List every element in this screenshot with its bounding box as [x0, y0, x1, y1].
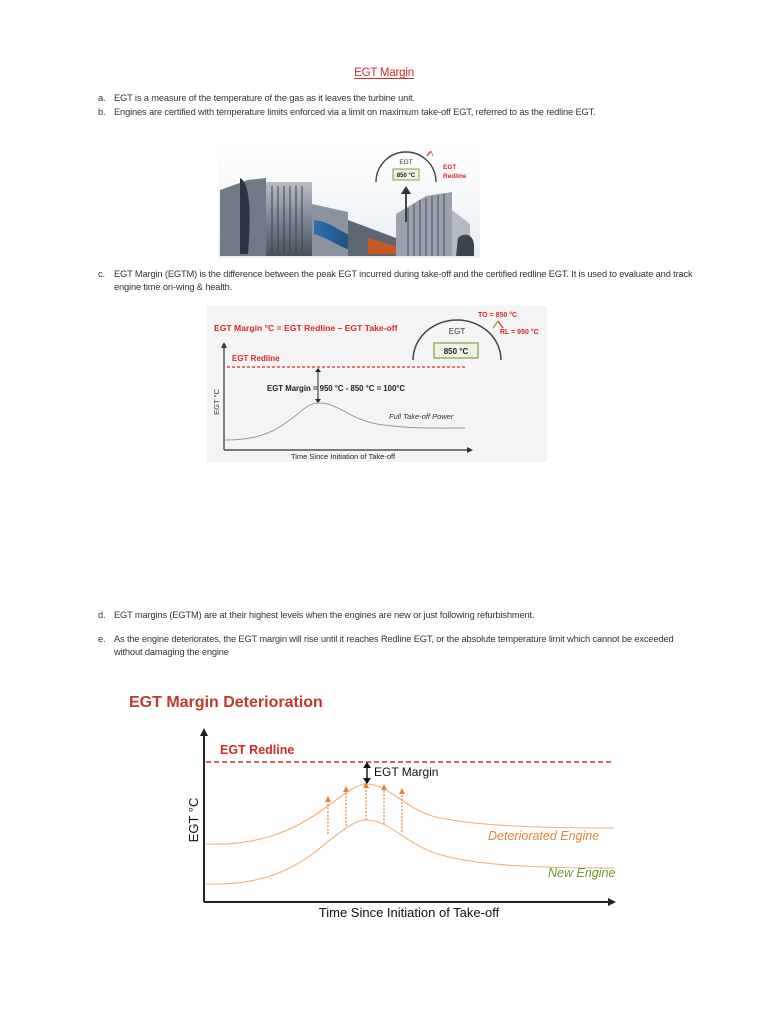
curve-label: Full Take-off Power	[389, 412, 454, 421]
new-engine-label: New Engine	[548, 866, 616, 880]
item-label: b.	[98, 107, 106, 117]
y-axis-arrow	[200, 728, 208, 736]
egt-margin-deterioration-diagram	[120, 680, 630, 920]
redline-label: EGT Redline	[220, 743, 295, 757]
gauge-value: 850 °C	[396, 173, 416, 179]
y-axis-label: EGT °C	[212, 389, 221, 415]
redline-label-line2: Redline	[443, 173, 467, 180]
item-text: As the engine deteriorates, the EGT margin will rise until it reaches Redline EGT, or the absolute temperature limit which cannot be exceeded without damaging the engine	[114, 634, 674, 657]
deteriorated-engine-label: Deteriorated Engine	[488, 829, 600, 843]
list-item-d	[98, 609, 698, 622]
gauge-label: EGT	[448, 327, 466, 336]
redline-label-line1: EGT	[443, 164, 457, 171]
gauge-value: 850 °C	[443, 347, 469, 356]
margin-arrow-bottom	[363, 778, 371, 784]
egt-margin-diagram	[207, 306, 547, 462]
item-label: c.	[98, 269, 105, 279]
item-label: d.	[98, 610, 106, 620]
item-text: EGT is a measure of the temperature of the gas as it leaves the turbine unit.	[114, 93, 415, 103]
item-text: EGT margins (EGTM) are at their highest levels when the engines are new or just following refurbishment.	[114, 610, 535, 620]
x-axis-label: Time Since Initiation of Take-off	[318, 905, 500, 920]
item-text: Engines are certified with temperature limits enforced via a limit on maximum take-off EGT, referred to as the redline EGT.	[114, 107, 596, 117]
margin-label: EGT Margin	[374, 765, 439, 779]
list-item-b	[98, 106, 698, 119]
list-item-e	[98, 633, 698, 659]
to-label: TO = 850 °C	[478, 312, 518, 319]
engine-cutaway-figure	[218, 142, 480, 258]
item-text: EGT Margin (EGTM) is the difference between the peak EGT incurred during take-off and the certified redline EGT. It is used to evaluate and track engine time on-wing & health.	[114, 269, 693, 292]
gauge-label: EGT	[399, 159, 413, 166]
item-label: e.	[98, 634, 106, 644]
margin-label: EGT Margin = 950 °C - 850 °C = 100°C	[267, 384, 406, 393]
list-item-c	[98, 268, 698, 294]
item-label: a.	[98, 93, 106, 103]
x-axis-label: Time Since Initiation of Take-off	[290, 452, 396, 461]
y-axis-label: EGT °C	[186, 797, 201, 843]
redline-label: EGT Redline	[232, 354, 280, 363]
diagram-title: EGT Margin Deterioration	[129, 694, 323, 711]
x-axis-arrow	[608, 898, 616, 906]
margin-arrow-top	[363, 762, 371, 768]
formula-text: EGT Margin °C = EGT Redline – EGT Take-off	[214, 323, 398, 333]
list-item-a	[98, 92, 698, 105]
document-title-text: EGT Margin	[354, 67, 414, 79]
rl-label: RL = 950 °C	[500, 329, 539, 336]
document-title	[0, 67, 768, 79]
